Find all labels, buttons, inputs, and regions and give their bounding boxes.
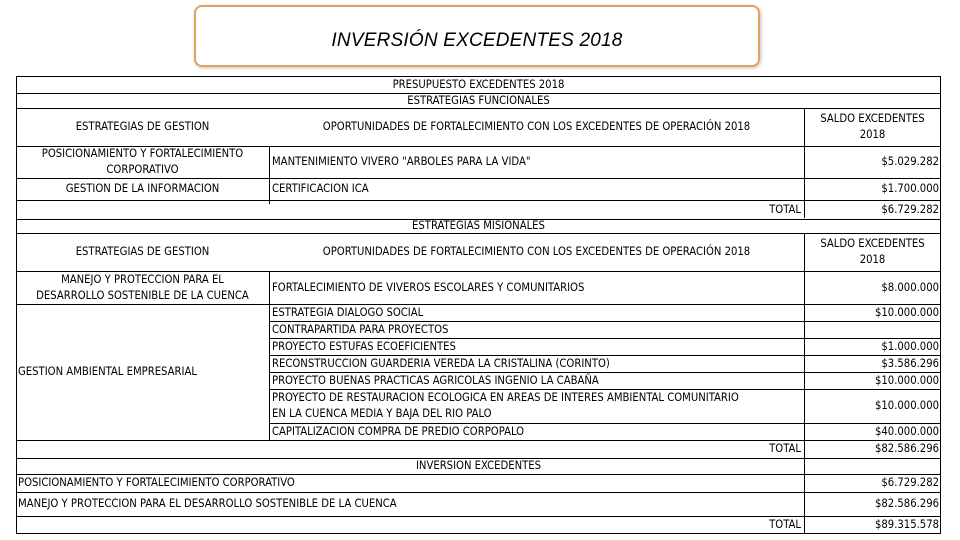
inversion-value: $82.586.296	[874, 497, 939, 510]
grand-total-value: $89.315.578	[874, 518, 939, 531]
oportunidad-cell: PROYECTO BUENAS PRACTICAS AGRICOLAS INGENIO LA CABAÑA	[272, 373, 599, 387]
valor-cell: $10.000.000	[874, 399, 939, 412]
col-estrategias-header: ESTRATEGIAS DE GESTION	[75, 120, 210, 133]
section-heading-misionales: ESTRATEGIAS MISIONALES	[412, 219, 545, 232]
col-estrategias-header: ESTRATEGIAS DE GESTION	[75, 245, 210, 258]
valor-cell: $1.700.000	[881, 182, 939, 195]
oportunidad-cell: CERTIFICACION ICA	[272, 182, 369, 195]
valor-cell: $10.000.000	[874, 305, 939, 319]
valor-cell: $10.000.000	[874, 373, 939, 387]
valor-cell	[804, 321, 939, 338]
estrategia-cell: MANEJO Y PROTECCION PARA EL DESARROLLO SOSTENIBLE DE LA CUENCA	[36, 272, 249, 302]
section-heading-funcionales: ESTRATEGIAS FUNCIONALES	[407, 94, 550, 107]
valor-cell: $5.029.282	[881, 155, 939, 168]
valor-cell: $3.586.296	[881, 356, 939, 370]
grand-total-label: TOTAL	[769, 518, 801, 531]
col-saldo-header: SALDO EXCEDENTES 2018	[820, 237, 925, 266]
oportunidad-cell: RECONSTRUCCION GUARDERIA VEREDA LA CRISTALINA (CORINTO)	[272, 356, 610, 370]
oportunidad-cell: CONTRAPARTIDA PARA PROYECTOS	[272, 322, 449, 336]
oportunidad-cell: CAPITALIZACION COMPRA DE PREDIO CORPOPALO	[272, 424, 525, 438]
budget-heading: PRESUPUESTO EXCEDENTES 2018	[392, 78, 565, 91]
total-label: TOTAL	[769, 442, 801, 455]
valor-cell: $1.000.000	[881, 339, 939, 353]
title-box	[194, 5, 760, 67]
total-label: TOTAL	[769, 202, 801, 216]
page-title: INVERSIÓN EXCEDENTES 2018	[331, 30, 623, 51]
estrategia-cell: POSICIONAMIENTO Y FORTALECIMIENTO CORPORATIVO	[41, 147, 244, 176]
oportunidad-cell: FORTALECIMIENTO DE VIVEROS ESCOLARES Y COMUNITARIOS	[272, 280, 585, 294]
total-value: $6.729.282	[881, 202, 939, 216]
valor-cell: $40.000.000	[874, 424, 939, 438]
oportunidad-cell: ESTRATEGIA DIALOGO SOCIAL	[272, 305, 424, 319]
inversion-value: $6.729.282	[881, 476, 939, 489]
oportunidad-cell: PROYECTO ESTUFAS ECOEFICIENTES	[272, 339, 456, 353]
rule	[269, 146, 270, 204]
valor-cell: $8.000.000	[881, 280, 939, 294]
oportunidad-cell: MANTENIMIENTO VIVERO "ARBOLES PARA LA VIDA"	[272, 155, 531, 168]
estrategia-cell: GESTION AMBIENTAL EMPRESARIAL	[18, 365, 197, 378]
budget-table	[16, 76, 942, 534]
section-heading-inversion: INVERSION EXCEDENTES	[415, 459, 542, 472]
rule	[269, 271, 270, 440]
col-oportunidades-header: OPORTUNIDADES DE FORTALECIMIENTO CON LOS EXCEDENTES DE OPERACIÓN 2018	[322, 245, 751, 258]
estrategia-cell: GESTION DE LA INFORMACION	[65, 182, 220, 195]
col-oportunidades-header: OPORTUNIDADES DE FORTALECIMIENTO CON LOS EXCEDENTES DE OPERACIÓN 2018	[322, 120, 751, 133]
col-saldo-header: SALDO EXCEDENTES 2018	[820, 112, 925, 141]
oportunidad-cell: PROYECTO DE RESTAURACION ECOLOGICA EN AREAS DE INTERES AMBIENTAL COMUNITARIO EN LA CUENCA MEDIA Y BAJA DEL RIO PALO	[272, 391, 739, 420]
inversion-label: POSICIONAMIENTO Y FORTALECIMIENTO CORPORATIVO	[18, 476, 295, 489]
inversion-label: MANEJO Y PROTECCION PARA EL DESARROLLO SOSTENIBLE DE LA CUENCA	[18, 497, 397, 510]
total-value: $82.586.296	[874, 442, 939, 455]
